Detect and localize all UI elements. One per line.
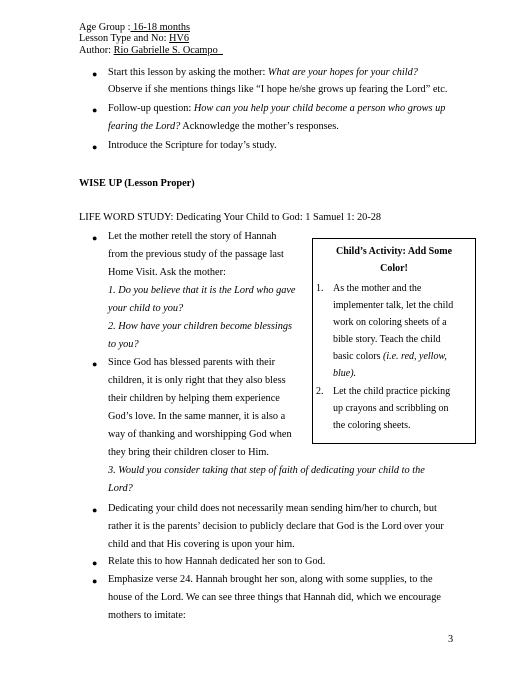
question-1-line-1: 1. Do you believe that it is the Lord who gave [108, 285, 296, 296]
main-bullet-2-line-2: children, it is only right that they also bless [108, 375, 286, 386]
main-bullet-5-line-3: mothers to imitate: [108, 610, 186, 621]
intro-bullet-1-line-1 [108, 67, 418, 78]
activity-item-1-line-2: implementer talk, let the child [333, 300, 454, 311]
question-3-line-2: Lord? [108, 483, 133, 494]
intro-bullet-2-question-cont: fearing the Lord? [108, 121, 181, 132]
main-bullet-1-line-1: Let the mother retell the story of Hannah [108, 231, 277, 242]
intro-bullet-1-question: What are your hopes for your child? [267, 67, 418, 78]
intro-bullet-2-line-2 [108, 121, 339, 132]
main-bullet-3-line-3: child and that His covering is upon your him. [108, 539, 295, 550]
intro-bullet-2-question: How can you help your child become a person who grows up [193, 103, 446, 114]
main-bullet-2-line-4: God’s love. In the same manner, it is also a [108, 411, 286, 422]
activity-item-1-basic-colors: basic colors [333, 351, 381, 362]
intro-bullet-2-text: Follow-up question: [108, 103, 192, 114]
bullet-icon: ● [92, 142, 98, 152]
life-word-study: LIFE WORD STUDY: Dedicating Your Child to God: 1 Samuel 1: 20-28 [79, 212, 382, 223]
intro-bullet-1-line-2: Observe if she mentions things like “I hope he/she grows up fearing the Lord” etc. [108, 84, 448, 95]
intro-bullet-1-text: Start this lesson by asking the mother: [108, 67, 266, 78]
activity-item-1-line-4: bible story. Teach the child [333, 334, 441, 345]
main-bullet-3-line-1: Dedicating your child does not necessarily mean sending him/her to church, but [108, 503, 437, 514]
bullet-icon: ● [92, 505, 98, 515]
bullet-icon: ● [92, 576, 98, 586]
activity-item-2-line-2: up crayons and scribbling on [333, 403, 449, 414]
intro-bullet-2-line-1 [108, 103, 445, 114]
activity-item-2-number: 2. [316, 386, 324, 397]
question-3-line-1: 3. Would you consider taking that step of faith of dedicating your child to the [108, 465, 425, 476]
bullet-icon: ● [92, 69, 98, 79]
author-value: Rio Gabrielle S. Ocampo_ [113, 45, 223, 56]
age-group-label: Age Group : [79, 22, 131, 33]
lesson-value: HV6 [169, 33, 190, 44]
main-bullet-1-line-3: Home Visit. Ask the mother: [108, 267, 226, 278]
age-group-value: 16-18 months [130, 22, 190, 33]
bullet-icon: ● [92, 105, 98, 115]
main-bullet-5-line-1: Emphasize verse 24. Hannah brought her son, along with some supplies, to the [108, 574, 433, 585]
main-bullet-2-line-5: way of thanking and worshipping God when [108, 429, 292, 440]
bullet-icon: ● [92, 558, 98, 568]
question-2-line-2: to you? [108, 339, 139, 350]
activity-item-1-line-3: work on coloring sheets of a [333, 317, 447, 328]
main-bullet-3-line-2: rather it is the parents’ decision to publicly declare that God is the Lord over your [108, 521, 444, 532]
activity-item-1-line-6: blue). [333, 368, 357, 379]
child-activity-box [312, 238, 476, 444]
bullet-icon: ● [92, 359, 98, 369]
activity-title-line-1: Child’s Activity: Add Some [335, 246, 453, 257]
lesson-line [79, 33, 189, 44]
activity-item-2-line-3: the coloring sheets. [333, 420, 411, 431]
activity-title-line-2: Color! [380, 263, 408, 274]
activity-item-1-line-1: As the mother and the [333, 283, 422, 294]
activity-item-2-line-1: Let the child practice picking [333, 386, 451, 397]
question-1-line-2: your child to you? [108, 303, 184, 314]
main-bullet-4: Relate this to how Hannah dedicated her son to God. [108, 556, 326, 567]
age-group-line [79, 22, 190, 33]
activity-item-1-line-5 [333, 351, 447, 362]
main-bullet-5-line-2: house of the Lord. We can see three things that Hannah did, which we encourage [108, 592, 441, 603]
bullet-icon: ● [92, 233, 98, 243]
main-bullet-2-line-3: their children by helping them experience [108, 393, 280, 404]
activity-item-1-color-examples: (i.e. red, yellow, [383, 351, 447, 362]
main-bullet-1-line-2: from the previous study of the passage last [108, 249, 284, 260]
lesson-label: Lesson Type and No: [79, 33, 167, 44]
page-number: 3 [448, 634, 454, 645]
author-line [79, 45, 223, 56]
intro-bullet-2-ack: Acknowledge the mother’s responses. [182, 121, 339, 132]
main-bullet-2-line-6: they bring their children closer to Him. [108, 447, 269, 458]
section-heading: WISE UP (Lesson Proper) [79, 178, 195, 189]
main-bullet-2-line-1: Since God has blessed parents with their [108, 357, 276, 368]
question-2-line-1: 2. How have your children become blessings [108, 321, 293, 332]
intro-bullet-3: Introduce the Scripture for today’s study. [108, 140, 277, 151]
author-label: Author: [79, 45, 112, 56]
activity-item-1-number: 1. [316, 283, 324, 294]
